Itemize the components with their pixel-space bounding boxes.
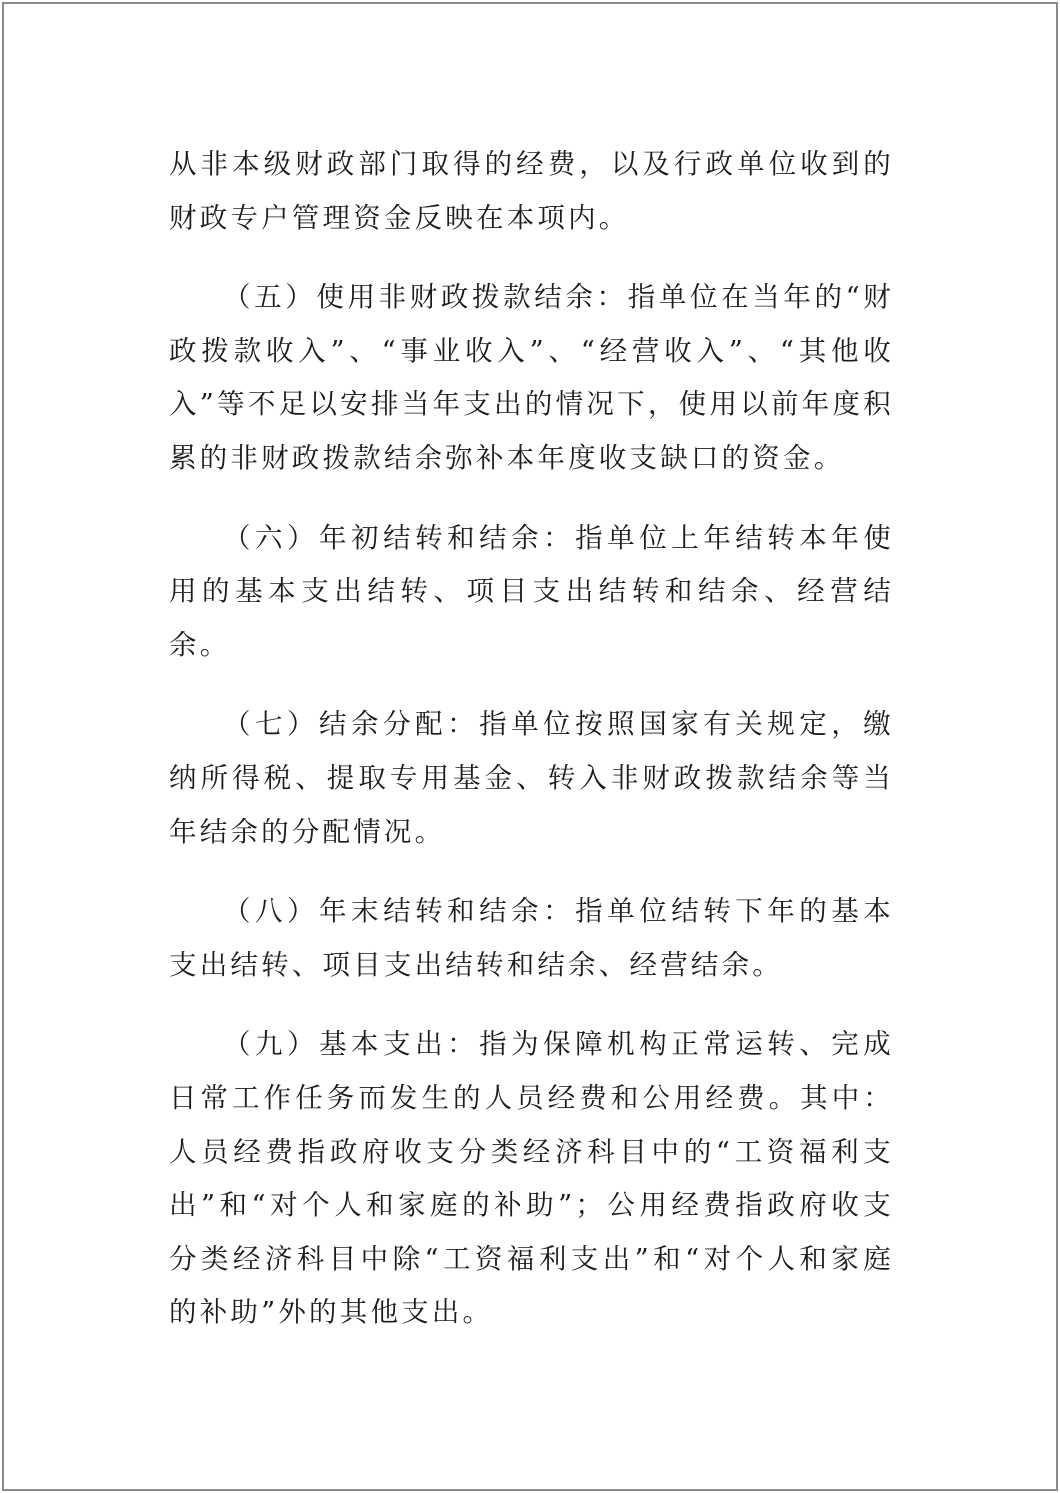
paragraph-continuation: 从非本级财政部门取得的经费，以及行政单位收到的财政专户管理资金反映在本项内。 [169, 148, 894, 234]
paragraph-item-8: （八）年末结转和结余：指单位结转下年的基本支出结转、项目支出结转和结余、经营结余。 [169, 895, 894, 981]
paragraph-gap [169, 245, 894, 271]
document-body [169, 138, 894, 1340]
paragraph-gap [169, 486, 894, 512]
paragraph-item-9: （九）基本支出：指为保障机构正常运转、完成日常工作任务而发生的人员经费和公用经费。其中：人员经费指政府收支分类经济科目中的“工资福利支出”和“对个人和家庭的补助”；公用经费指政府收支分类经济科目中除“工资福利支出”和“对个人和家庭的补助”外的其他支出。 [169, 1028, 894, 1329]
document-page [2, 2, 1058, 1491]
paragraph-item-7: （七）结余分配：指单位按照国家有关规定，缴纳所得税、提取专用基金、转入非财政拨款结余等当年结余的分配情况。 [169, 708, 894, 848]
paragraph-gap [169, 859, 894, 885]
paragraph-item-5: （五）使用非财政拨款结余：指单位在当年的“财政拨款收入”、“事业收入”、“经营收入”、“其他收入”等不足以安排当年支出的情况下，使用以前年度积累的非财政拨款结余弥补本年度收支缺口的资金。 [169, 281, 894, 474]
paragraph-item-6: （六）年初结转和结余：指单位上年结转本年使用的基本支出结转、项目支出结转和结余、经营结余。 [169, 521, 894, 661]
paragraph-gap [169, 992, 894, 1018]
paragraph-gap [169, 672, 894, 698]
